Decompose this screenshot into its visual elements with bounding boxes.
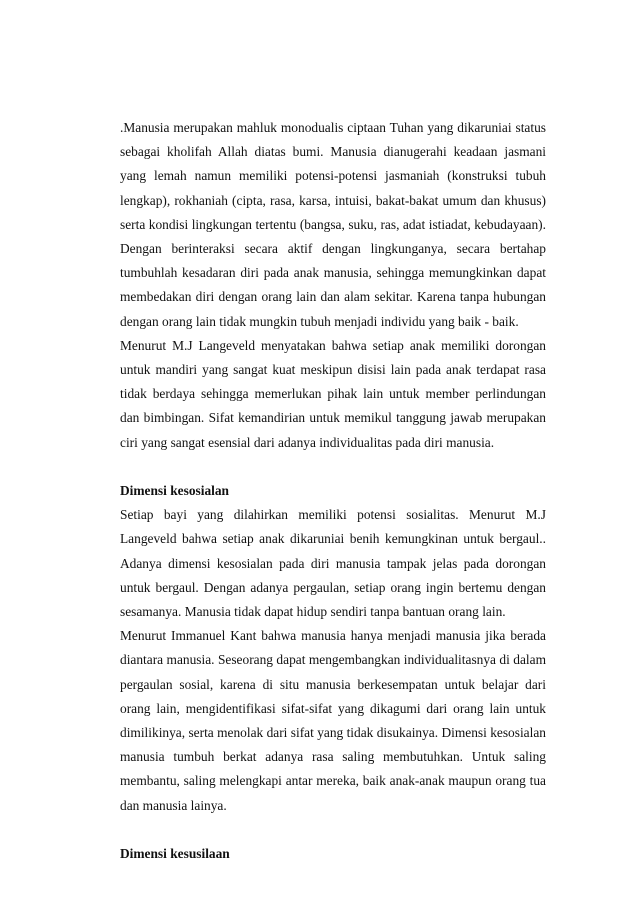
blank-line (120, 455, 546, 479)
document-body (120, 116, 546, 866)
heading-dimensi-kesusilaan: Dimensi kesusilaan (120, 846, 230, 862)
paragraph-kesosialan-2: Menurut Immanuel Kant bahwa manusia hanya menjadi manusia jika berada diantara manusia. Seseorang dapat mengembangkan individualitasnya di dalam pergaulan sosial, karena di situ manusia berkesempatan untuk belajar dari orang lain, mengidentifikasi sifat-sifat yang dikagumi dari orang lain untuk dimilikinya, serta menolak dari sifat yang tidak disukainya. Dimensi kesosialan manusia tumbuh berkat adanya rasa saling membutuhkan. Untuk saling membantu, saling melengkapi antar mereka, baik anak-anak maupun orang tua dan manusia lainya. (120, 628, 546, 813)
paragraph-kesosialan-1: Setiap bayi yang dilahirkan memiliki potensi sosialitas. Menurut M.J Langeveld bahwa setiap anak dikaruniai benih kemungkinan untuk bergaul.. Adanya dimensi kesosialan pada diri manusia tampak jelas pada dorongan untuk bergaul. Dengan adanya pergaulan, setiap orang ingin bertemu dengan sesamanya. Manusia tidak dapat hidup sendiri tanpa bantuan orang lain. (120, 507, 546, 620)
blank-line (120, 818, 546, 842)
paragraph-intro-1: .Manusia merupakan mahluk monodualis ciptaan Tuhan yang dikaruniai status sebagai kholifah Allah diatas bumi. Manusia dianugerahi keadaan jasmani yang lemah namun memiliki potensi-potensi jasmaniah (konstruksi tubuh lengkap), rokhaniah (cipta, rasa, karsa, intuisi, bakat-bakat umum dan khusus) serta kondisi lingkungan tertentu (bangsa, suku, ras, adat istiadat, kebudayaan). Dengan berinteraksi secara aktif dengan lingkunganya, secara bertahap tumbuhlah kesadaran diri pada anak manusia, sehingga memungkinkan dapat membedakan diri dengan orang lain dan alam sekitar. Karena tanpa hubungan dengan orang lain tidak mungkin tubuh menjadi individu yang baik - baik. (120, 120, 546, 329)
heading-dimensi-kesosialan: Dimensi kesosialan (120, 483, 230, 499)
paragraph-intro-2: Menurut M.J Langeveld menyatakan bahwa setiap anak memiliki dorongan untuk mandiri yang sangat kuat meskipun disisi lain pada anak terdapat rasa tidak berdaya sehingga memerlukan pihak lain untuk member perlindungan dan bimbingan. Sifat kemandirian untuk memikul tanggung jawab merupakan ciri yang sangat esensial dari adanya individualitas pada diri manusia. (120, 337, 546, 450)
